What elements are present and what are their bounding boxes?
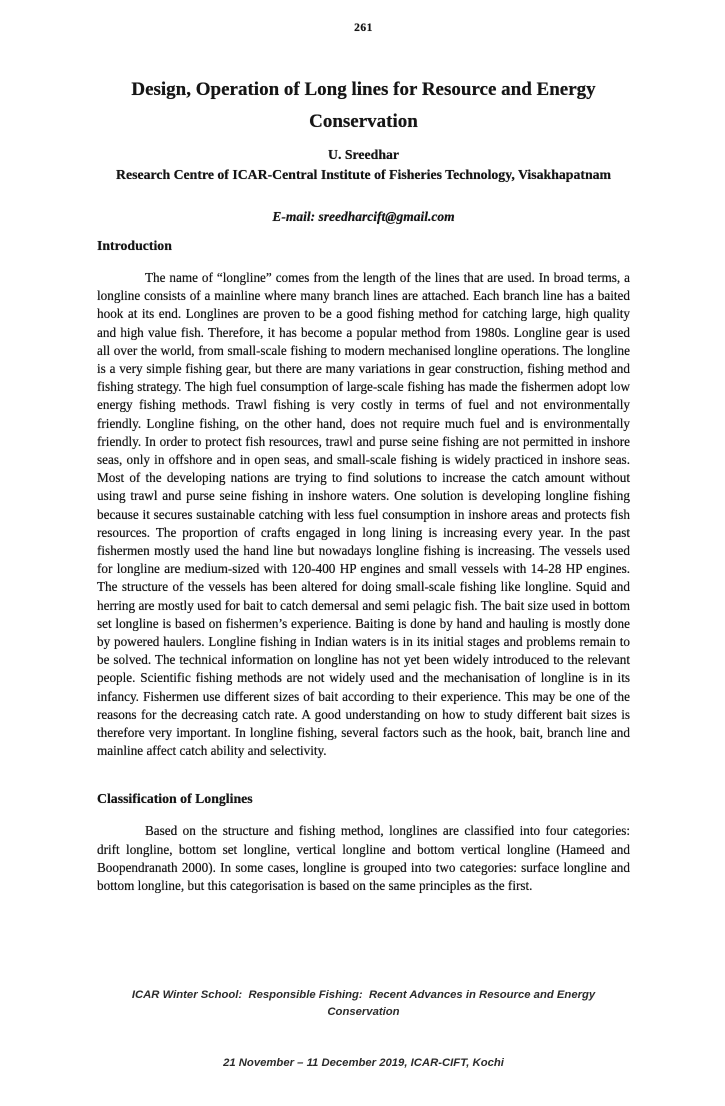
email-line: E-mail: sreedharcift@gmail.com bbox=[272, 209, 455, 224]
page-footer bbox=[97, 953, 630, 1106]
footer-line-2: 21 November – 11 December 2019, ICAR-CIFT, Kochi bbox=[223, 1057, 504, 1069]
introduction-paragraph: The name of “longline” comes from the length of the lines that are used. In broad terms, a longline consists of a mainline where many branch lines are attached. Each branch line has a baited hook at its end. Longlines are proven to be a good fishing method for catching large, high quality and high value fish. Therefore, it has become a popular method from 1980s. Longline gear is used all over the world, from small-scale fishing to modern mechanised longline operations. The longline is a very simple fishing gear, but there are many variations in gear construction, fishing method and fishing strategy. The high fuel consumption of large-scale fishing has made the fishermen adopt low energy fishing methods. Trawl fishing is very costly in terms of fuel and not environmentally friendly. Longline fishing, on the other hand, does not require much fuel and is environmentally friendly. In order to protect fish resources, trawl and purse seine fishing are not permitted in inshore seas, only in offshore and in open seas, and small-scale fishing is widely practiced in inshore seas. Most of the developing nations are trying to find solutions to increase the catch amount without using trawl and purse seine fishing in inshore waters. One solution is developing longline fishing because it secures sustainable catching with less fuel consumption in inshore areas and protects fish resources. The proportion of crafts engaged in long lining is increasing every year. In the past fishermen mostly used the hand line but nowadays longline fishing is increasing. The vessels used for longline are medium-sized with 120-400 HP engines and small vessels with 14-28 HP engines. The structure of the vessels has been altered for doing small-scale fishing like longline. Squid and herring are mostly used for bait to catch demersal and semi pelagic fish. The bait size used in bottom set longline is based on fishermen’s experience. Baiting is done by hand and hauling is mostly done by powered haulers. Longline fishing in Indian waters is in its initial stages and problems remain to be solved. The technical information on longline has not yet been widely introduced to the relevant people. Scientific fishing methods are not widely used and the mechanisation of longline is in its infancy. Fishermen use different sizes of bait according to their experience. This may be one of the reasons for the decreasing catch rate. A good understanding on how to study different bait sizes is therefore very important. In longline fishing, several factors such as the hook, bait, branch line and mainline affect catch ability and selectivity. bbox=[97, 270, 630, 759]
footer-line-1: ICAR Winter School: Responsible Fishing: Recent Advances in Resource and Energy Conservation bbox=[131, 989, 599, 1018]
author-affiliation: Research Centre of ICAR-Central Institute of Fisheries Technology, Visakhapatnam bbox=[115, 167, 612, 182]
section-heading-introduction: Introduction bbox=[97, 238, 172, 253]
classification-paragraph: Based on the structure and fishing method, longlines are classified into four categories: drift longline, bottom set longline, vertical longline and bottom vertical longline (Hameed and Boopendranath 2000). In some cases, longline is grouped into two categories: surface longline and bottom longline, but this categorisation is based on the same principles as the first. bbox=[97, 823, 630, 894]
section-heading-classification: Classification of Longlines bbox=[97, 791, 253, 807]
article-title: Design, Operation of Long lines for Resource and Energy Conservation bbox=[131, 79, 596, 132]
author-name: U. Sreedhar bbox=[327, 147, 400, 162]
page-number: 261 bbox=[354, 22, 373, 34]
